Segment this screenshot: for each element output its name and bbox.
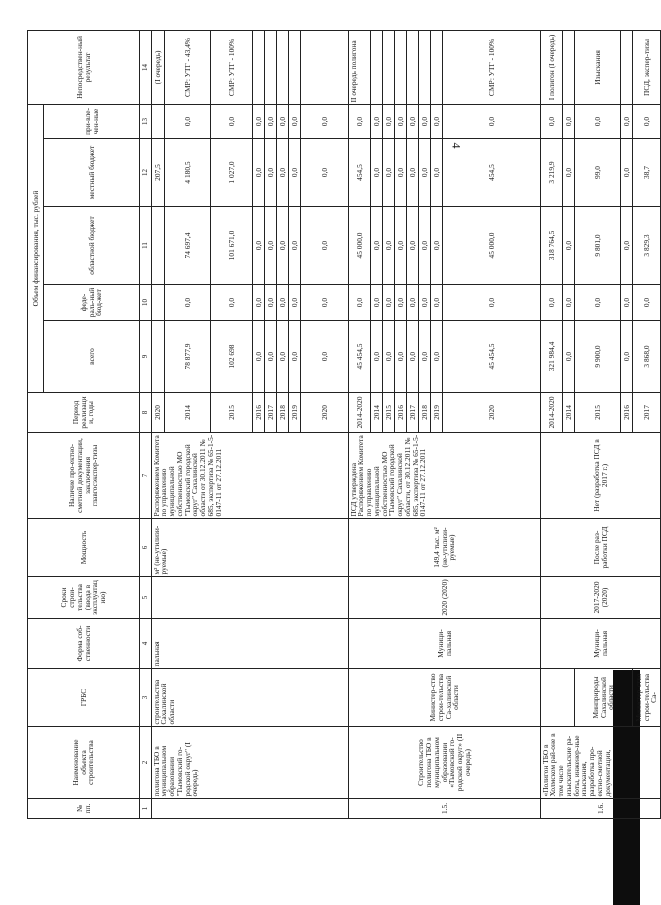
federal-cell: 0,0 — [621, 285, 633, 321]
result-cell — [419, 30, 431, 104]
total-cell: 0,0 — [383, 321, 395, 393]
result-cell — [289, 30, 301, 104]
period-cell: 2020 — [443, 393, 541, 433]
ownership-cell: пальная — [152, 619, 349, 669]
federal-cell: 0,0 — [443, 285, 541, 321]
page-number: 4 — [449, 142, 464, 149]
object-name: полигона ТБО в муниципальном образовании "Тымовский го-родской округ" (I очередь) — [152, 727, 349, 799]
total-cell: 0,0 — [419, 321, 431, 393]
result-cell — [563, 30, 575, 104]
period-cell: 2017 — [407, 393, 419, 433]
other-cell: 0,0 — [395, 104, 407, 138]
regional-cell: 0,0 — [265, 207, 277, 285]
total-cell: 0,0 — [563, 321, 575, 393]
regional-cell: 0,0 — [253, 207, 265, 285]
result-cell — [301, 30, 349, 104]
header-name: Наименование объекта строительства — [28, 727, 140, 799]
col-number: 10 — [140, 285, 152, 321]
total-cell: 45 454,5 — [349, 321, 371, 393]
federal-cell: 0,0 — [371, 285, 383, 321]
other-cell: 0,0 — [621, 104, 633, 138]
col-number: 7 — [140, 433, 152, 519]
period-cell: 2015 — [575, 393, 621, 433]
other-cell: 0,0 — [443, 104, 541, 138]
period-cell: 2014 — [371, 393, 383, 433]
header-power: Мощность — [28, 519, 140, 577]
period-cell: 2018 — [277, 393, 289, 433]
other-cell: 0,0 — [253, 104, 265, 138]
total-cell: 0,0 — [253, 321, 265, 393]
local-cell: 0,0 — [277, 139, 289, 207]
grbs-cell: Министер-ство строи-тельства Са-халинской области — [349, 669, 541, 727]
table-row — [633, 30, 661, 818]
other-cell: 0,0 — [575, 104, 621, 138]
col-number: 11 — [140, 207, 152, 285]
power-cell: 149,4 тыс. м² (не-утилизи-руемые) — [349, 519, 541, 577]
col-number: 6 — [140, 519, 152, 577]
table-row — [152, 30, 165, 818]
header-local: местный бюджет — [44, 139, 140, 207]
regional-cell: 101 671,0 — [211, 207, 253, 285]
period-cell: 2017 — [633, 393, 661, 433]
header-volume: Объем финансирования, тыс. рублей — [28, 104, 44, 392]
result-cell: СМР: УТГ - 100% — [211, 30, 253, 104]
period-cell: 2016 — [253, 393, 265, 433]
header-total: всего — [44, 321, 140, 393]
table-row — [575, 30, 621, 818]
federal-cell: 0,0 — [575, 285, 621, 321]
regional-cell: 0,0 — [383, 207, 395, 285]
local-cell: 0,0 — [621, 139, 633, 207]
federal-cell: 0,0 — [349, 285, 371, 321]
result-cell — [407, 30, 419, 104]
local-cell: 454,5 — [349, 139, 371, 207]
result-cell — [277, 30, 289, 104]
term-cell — [152, 577, 349, 619]
total-cell — [152, 321, 165, 393]
result-cell: II очередь полигона — [349, 30, 371, 104]
total-cell: 0,0 — [277, 321, 289, 393]
period-cell: 2019 — [289, 393, 301, 433]
header-federal: феде-раль-ный бюд-жет — [44, 285, 140, 321]
header-term: Сроки строи-тельства (ввода в эксплуатацию) — [28, 577, 140, 619]
power-cell: После раз-работки ПСД — [541, 519, 661, 577]
result-cell — [621, 30, 633, 104]
local-cell: 0,0 — [371, 139, 383, 207]
object-name: Строительство полигона ТБО в муниципальном образовании «Тымовский го-родской округ» (II очередь) — [349, 727, 541, 799]
header-psd: Наличие про-ектно-сметной документации, заключения главгосэкспер-тизы — [28, 433, 140, 519]
period-cell: 2017 — [265, 393, 277, 433]
total-cell: 9 900,0 — [575, 321, 621, 393]
local-cell: 38,7 — [633, 139, 661, 207]
period-cell: 2016 — [395, 393, 407, 433]
psd-cell: Нет (разработка ПСД в 2017 г.) — [541, 433, 661, 519]
other-cell: 0,0 — [165, 104, 211, 138]
regional-cell: 0,0 — [289, 207, 301, 285]
object-name: «Полигон ТБО в Холмском рай-оне в том числе изыскательские ра-боты, инженер-ные изыскания, разработка про-ектно-сметной документации, — [541, 727, 661, 799]
other-cell: 0,0 — [431, 104, 443, 138]
federal-cell: 0,0 — [165, 285, 211, 321]
regional-cell: 0,0 — [301, 207, 349, 285]
result-cell — [265, 30, 277, 104]
federal-cell: 0,0 — [253, 285, 265, 321]
col-number: 3 — [140, 669, 152, 727]
regional-cell: 0,0 — [407, 207, 419, 285]
header-grbs: ГРБС — [28, 669, 140, 727]
col-number: 5 — [140, 577, 152, 619]
local-cell: 0,0 — [383, 139, 395, 207]
total-cell: 102 698 — [211, 321, 253, 393]
other-cell: 0,0 — [419, 104, 431, 138]
result-cell: (I очередь) — [152, 30, 165, 104]
regional-cell: 0,0 — [563, 207, 575, 285]
total-cell: 0,0 — [395, 321, 407, 393]
federal-cell — [152, 285, 165, 321]
term-cell: 2020 (2020) — [349, 577, 541, 619]
ownership-cell: Муници-пальная — [541, 619, 661, 669]
period-cell: 2018 — [419, 393, 431, 433]
result-cell: ПСД, экспер-тизы — [633, 30, 661, 104]
result-cell — [371, 30, 383, 104]
local-cell: 0,0 — [407, 139, 419, 207]
federal-cell: 0,0 — [383, 285, 395, 321]
other-cell: 0,0 — [211, 104, 253, 138]
regional-cell: 0,0 — [395, 207, 407, 285]
header-no: № пп. — [28, 799, 140, 819]
period-cell: 2014 — [165, 393, 211, 433]
federal-cell: 0,0 — [541, 285, 563, 321]
other-cell: 0,0 — [383, 104, 395, 138]
regional-cell: 45 000,0 — [349, 207, 371, 285]
local-cell: 4 180,5 — [165, 139, 211, 207]
total-cell: 321 984,4 — [541, 321, 563, 393]
regional-cell: 45 000,0 — [443, 207, 541, 285]
period-cell: 2020 — [152, 393, 165, 433]
col-number: 12 — [140, 139, 152, 207]
local-cell: 3 219,9 — [541, 139, 563, 207]
federal-cell: 0,0 — [407, 285, 419, 321]
period-cell: 2016 — [621, 393, 633, 433]
financing-table — [27, 30, 661, 819]
federal-cell: 0,0 — [431, 285, 443, 321]
regional-cell: 3 829,3 — [633, 207, 661, 285]
grbs-cell: Министер-ство строи-тельства Са- — [633, 669, 661, 727]
federal-cell: 0,0 — [289, 285, 301, 321]
total-cell: 45 454,5 — [443, 321, 541, 393]
federal-cell: 0,0 — [301, 285, 349, 321]
period-cell: 2015 — [383, 393, 395, 433]
row-number: 1.5. — [349, 799, 541, 819]
total-cell: 0,0 — [431, 321, 443, 393]
result-cell — [431, 30, 443, 104]
total-cell: 0,0 — [301, 321, 349, 393]
regional-cell — [152, 207, 165, 285]
result-cell: СМР: УТГ - 43,4% — [165, 30, 211, 104]
federal-cell: 0,0 — [633, 285, 661, 321]
regional-cell: 74 697,4 — [165, 207, 211, 285]
local-cell: 1 027,0 — [211, 139, 253, 207]
federal-cell: 0,0 — [419, 285, 431, 321]
col-number: 14 — [140, 30, 152, 104]
result-cell — [395, 30, 407, 104]
other-cell: 0,0 — [633, 104, 661, 138]
header-period: Период реализации, годы — [28, 393, 140, 433]
federal-cell: 0,0 — [211, 285, 253, 321]
regional-cell: 0,0 — [621, 207, 633, 285]
row-number — [152, 799, 349, 819]
federal-cell: 0,0 — [277, 285, 289, 321]
col-number: 4 — [140, 619, 152, 669]
header-regional: областной бюджет — [44, 207, 140, 285]
other-cell: 0,0 — [277, 104, 289, 138]
header-form: Форма соб-ственности — [28, 619, 140, 669]
other-cell — [152, 104, 165, 138]
other-cell: 0,0 — [265, 104, 277, 138]
regional-cell: 318 764,5 — [541, 207, 563, 285]
col-number: 1 — [140, 799, 152, 819]
period-cell: 2015 — [211, 393, 253, 433]
regional-cell: 9 801,0 — [575, 207, 621, 285]
result-cell — [253, 30, 265, 104]
local-cell: 0,0 — [289, 139, 301, 207]
period-cell: 2014-2020 — [349, 393, 371, 433]
other-cell: 0,0 — [541, 104, 563, 138]
local-cell: 0,0 — [419, 139, 431, 207]
regional-cell: 0,0 — [431, 207, 443, 285]
federal-cell: 0,0 — [265, 285, 277, 321]
period-cell: 2014-2020 — [541, 393, 563, 433]
period-cell: 2019 — [431, 393, 443, 433]
other-cell: 0,0 — [289, 104, 301, 138]
period-cell: 2020 — [301, 393, 349, 433]
other-cell: 0,0 — [301, 104, 349, 138]
period-cell: 2014 — [563, 393, 575, 433]
power-cell: м² (не-утилизи-руемые) — [152, 519, 349, 577]
table-row — [349, 30, 371, 818]
result-cell: СМР: УТГ - 100% — [443, 30, 541, 104]
column-number-row — [140, 30, 152, 818]
psd-cell: ПСД утверждена Распоряжением Комитета по управлению муниципальной собственностью МО "Тымовский городской округ" Сахалинской области, от 30.12.2011 № 685, экспертиза № 65-1-5-0147-11 от 27.12.2011 — [349, 433, 541, 519]
local-cell: 99,0 — [575, 139, 621, 207]
header-row — [28, 30, 44, 818]
header-other: при-вле-чен-ные — [44, 104, 140, 138]
grbs-cell: строительства Сахалинской области — [152, 669, 349, 727]
result-cell: Изыскания — [575, 30, 621, 104]
result-cell — [383, 30, 395, 104]
row-number: 1.6. — [541, 799, 661, 819]
regional-cell: 0,0 — [419, 207, 431, 285]
local-cell: 0,0 — [563, 139, 575, 207]
total-cell: 0,0 — [371, 321, 383, 393]
psd-cell: Распоряжением Комитета по управлению муниципальной собственностью МО "Тымовский городской округ" Сахалинской области от 30.12.2011 № 685, экспертиза № 65-1-5-0147-11 от 27.12.2011 — [152, 433, 349, 519]
local-cell: 0,0 — [253, 139, 265, 207]
local-cell: 0,0 — [395, 139, 407, 207]
grbs-cell: Минприроды Сахалинской области — [575, 669, 633, 727]
local-cell: 207,5 — [152, 139, 165, 207]
other-cell: 0,0 — [407, 104, 419, 138]
col-number: 13 — [140, 104, 152, 138]
col-number: 8 — [140, 393, 152, 433]
local-cell: 0,0 — [431, 139, 443, 207]
table-row — [541, 30, 563, 818]
total-cell: 0,0 — [621, 321, 633, 393]
col-number: 9 — [140, 321, 152, 393]
grbs-cell — [541, 669, 575, 727]
total-cell: 0,0 — [407, 321, 419, 393]
total-cell: 78 877,9 — [165, 321, 211, 393]
total-cell: 0,0 — [289, 321, 301, 393]
other-cell: 0,0 — [371, 104, 383, 138]
other-cell: 0,0 — [563, 104, 575, 138]
header-result: Непосредствен-ный результат — [28, 30, 140, 104]
ownership-cell: Муници-пальная — [349, 619, 541, 669]
result-cell: I полигон (I очередь) — [541, 30, 563, 104]
total-cell: 3 868,0 — [633, 321, 661, 393]
regional-cell: 0,0 — [371, 207, 383, 285]
other-cell: 0,0 — [349, 104, 371, 138]
federal-cell: 0,0 — [563, 285, 575, 321]
term-cell: 2017-2020 (2020) — [541, 577, 661, 619]
regional-cell: 0,0 — [277, 207, 289, 285]
local-cell: 0,0 — [301, 139, 349, 207]
local-cell: 0,0 — [265, 139, 277, 207]
local-cell: 454,5 — [443, 139, 541, 207]
federal-cell: 0,0 — [395, 285, 407, 321]
total-cell: 0,0 — [265, 321, 277, 393]
col-number: 2 — [140, 727, 152, 799]
